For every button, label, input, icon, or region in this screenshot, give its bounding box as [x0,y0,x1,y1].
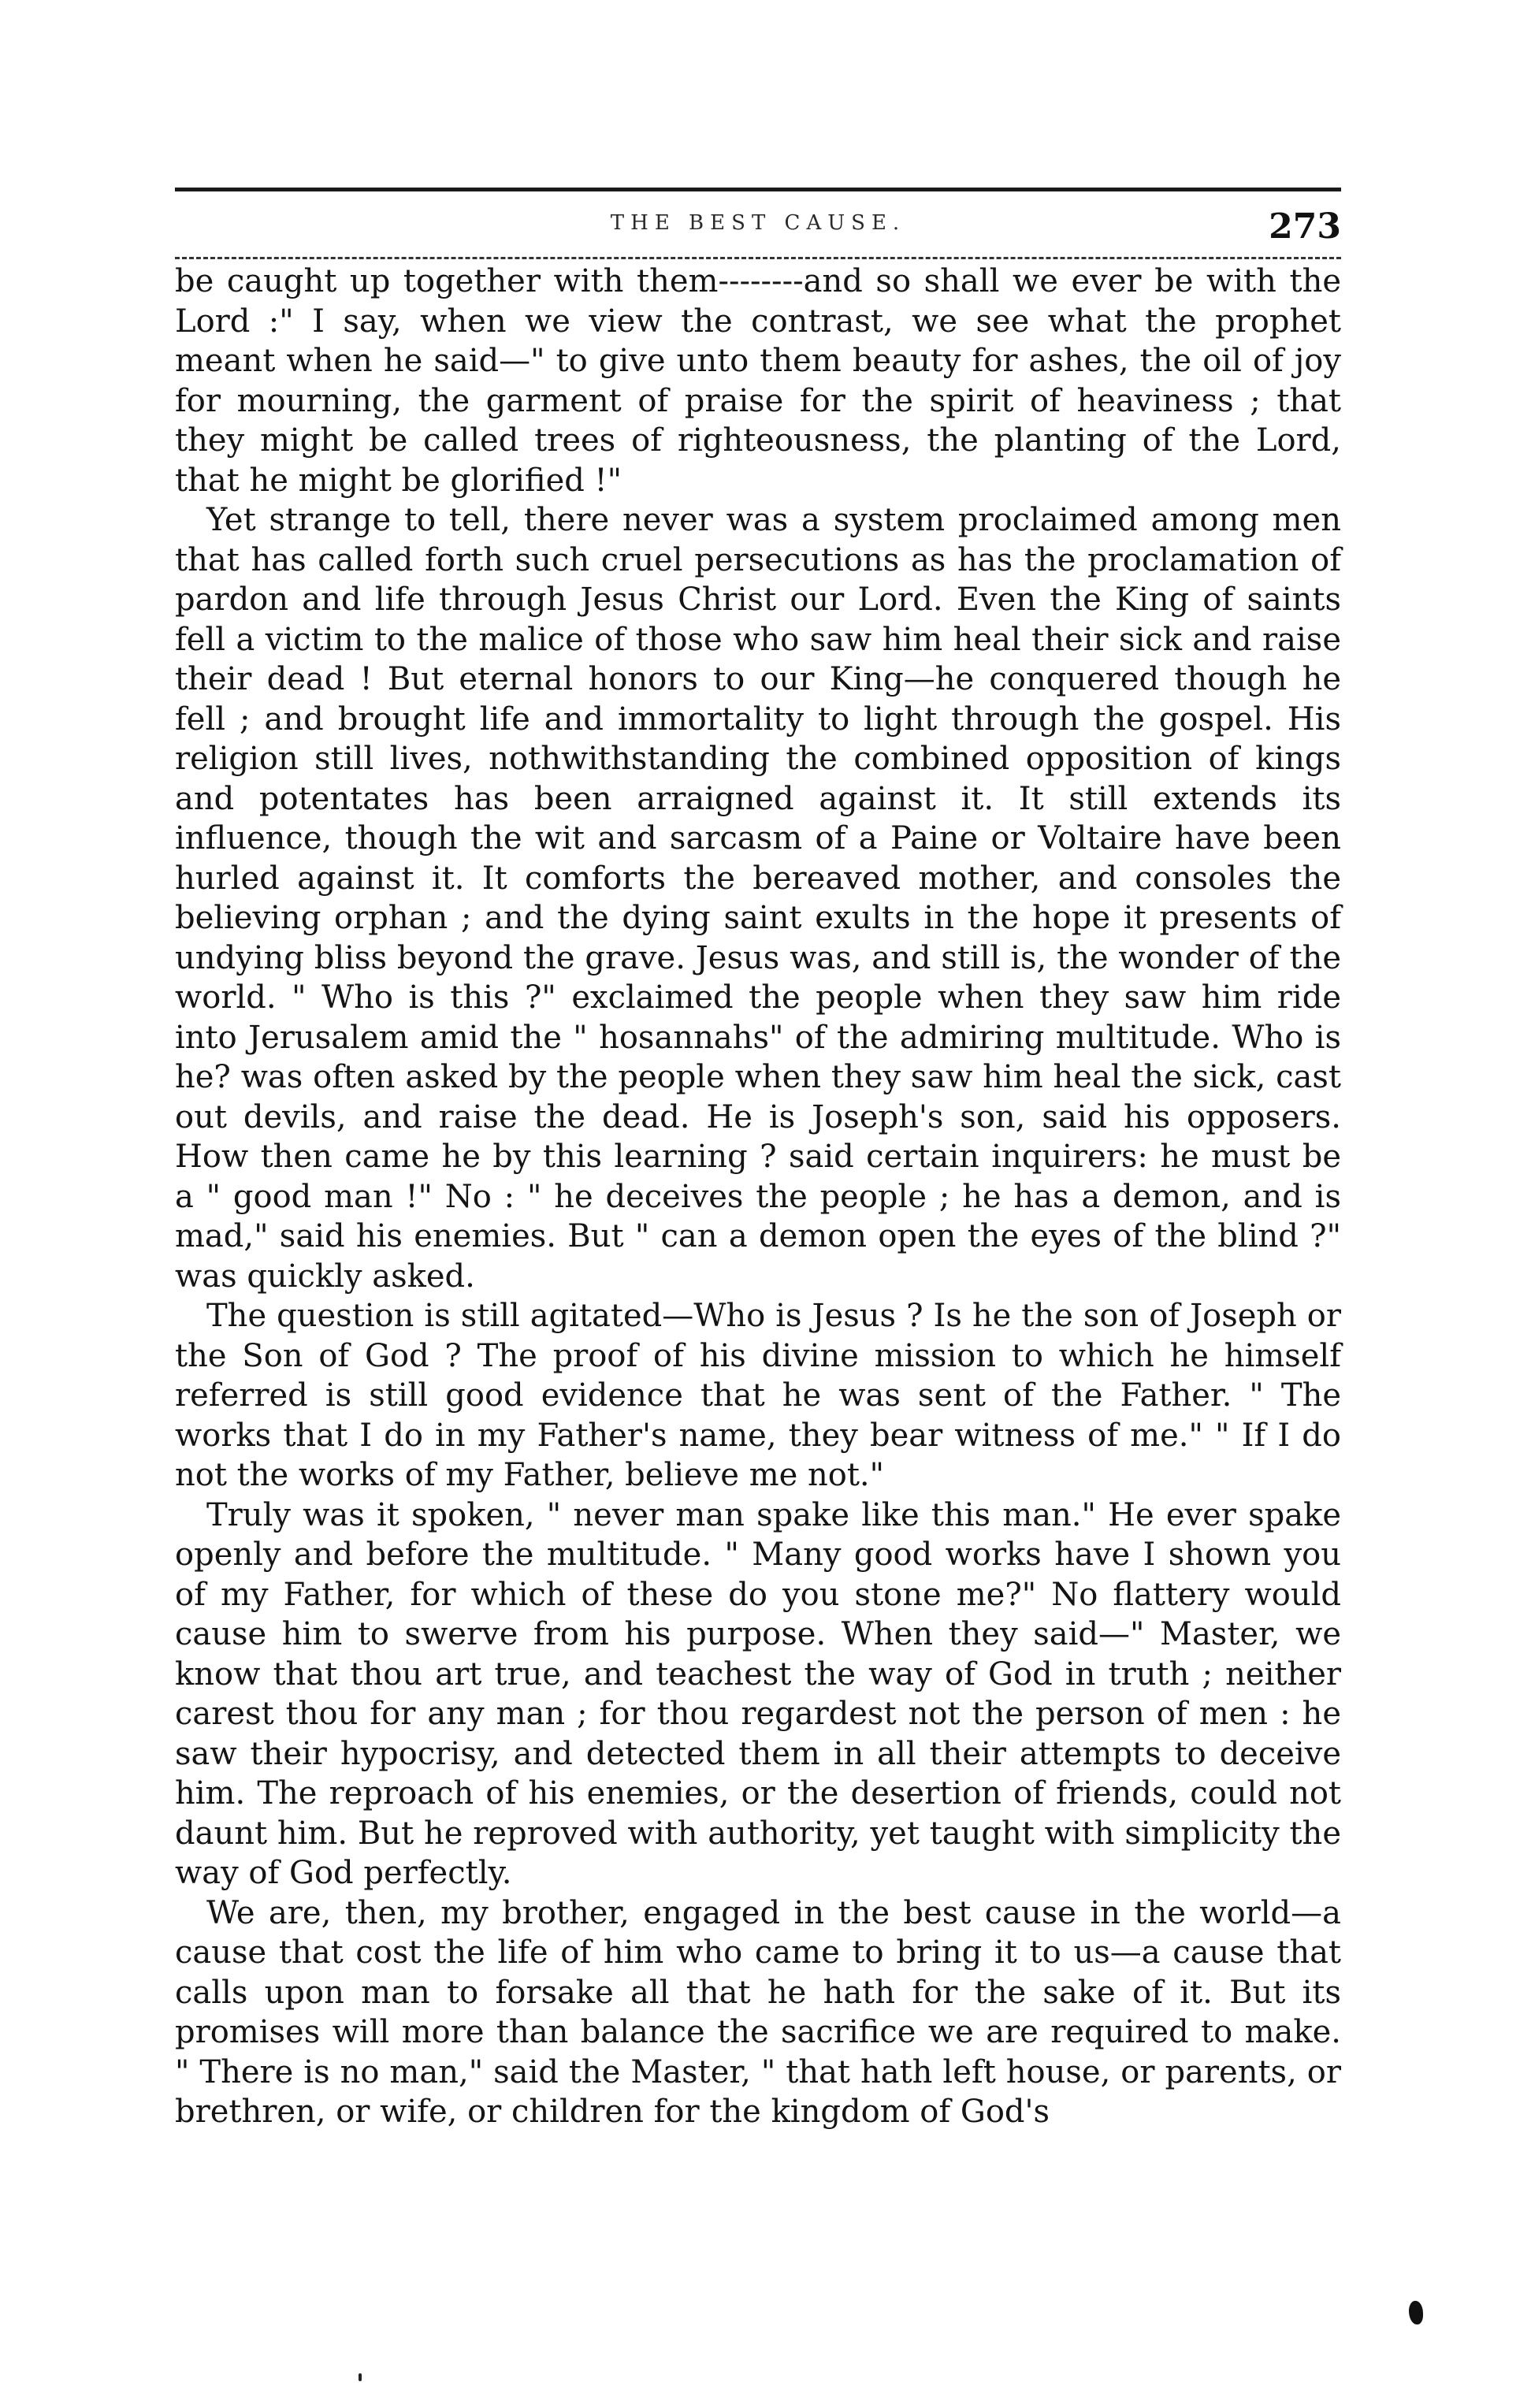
ink-speck [359,2373,362,2381]
running-head [175,206,1341,254]
paragraph-continuation: be caught up together with them--------and so shall we ever be with the Lord :" I say, when we view the contrast, we see what the prophet meant when he said—" to give unto them beauty for ashes, the oil of joy for mourning, the garment of praise for the spirit of heaviness ; that they might be called trees of righteousness, the planting of the Lord, that he might be glorified !" [175,263,1341,499]
header-rule [175,188,1341,191]
header-dashed-rule [175,257,1341,259]
body-text [175,262,1341,2132]
paragraph-persecution: Yet strange to tell, there never was a system proclaimed among men that has called forth such cruel persecutions as has the proclamation of pardon and life through Jesus Christ our Lord. Even the King of saints fell a victim to the malice of those who saw him heal their sick and raise their dead ! But eternal honors to our King—he conquered though he fell ; and brought life and immortality to light through the gospel. His religion still lives, nothwithstanding the combined opposition of kings and potentates has been arraigned against it. It still extends its influence, though the wit and sarcasm of a Paine or Voltaire have been hurled against it. It comforts the bereaved mother, and consoles the believing orphan ; and the dying saint exults in the hope it presents of undying bliss beyond the grave. Jesus was, and still is, the wonder of the world. " Who is this ?" exclaimed the people when they saw him ride into Jerusalem amid the " hosannahs" of the admiring multitude. Who is he? was often asked by the people when they saw him heal the sick, cast out devils, and raise the dead. He is Joseph's son, said his opposers. How then came he by this learning ? said certain inquirers: he must be a " good man !" No : " he deceives the people ; he has a demon, and is mad," said his enemies. But " can a demon open the eyes of the blind ?" was quickly asked. [175,502,1341,1295]
running-title: THE BEST CAUSE. [610,211,906,235]
ink-blot [1409,2301,1423,2324]
page-number: 273 [1269,206,1341,247]
paragraph-question: The question is still agitated—Who is Jesus ? Is he the son of Joseph or the Son of God ? The proof of his divine mission to which he himself referred is still good evidence that he was sent of the Father. " The works that I do in my Father's name, they bear witness of me." " If I do not the works of my Father, believe me not." [175,1298,1341,1493]
paragraph-never-man-spake: Truly was it spoken, " never man spake like this man." He ever spake openly and before the multitude. " Many good works have I shown you of my Father, for which of these do you stone me?" No flattery would cause him to swerve from his purpose. When they said—" Master, we know that thou art true, and teachest the way of God in truth ; neither carest thou for any man ; for thou regardest not the person of men : he saw their hypocrisy, and detected them in all their attempts to deceive him. The reproach of his enemies, or the desertion of friends, could not daunt him. But he reproved with authority, yet taught with simplicity the way of God perfectly. [175,1496,1341,1891]
paragraph-best-cause: We are, then, my brother, engaged in the best cause in the world—a cause that cost the life of him who came to bring it to us—a cause that calls upon man to forsake all that he hath for the sake of it. But its promises will more than balance the sacrifice we are required to make. " There is no man," said the Master, " that hath left house, or parents, or brethren, or wife, or children for the kingdom of God's [175,1894,1341,2130]
